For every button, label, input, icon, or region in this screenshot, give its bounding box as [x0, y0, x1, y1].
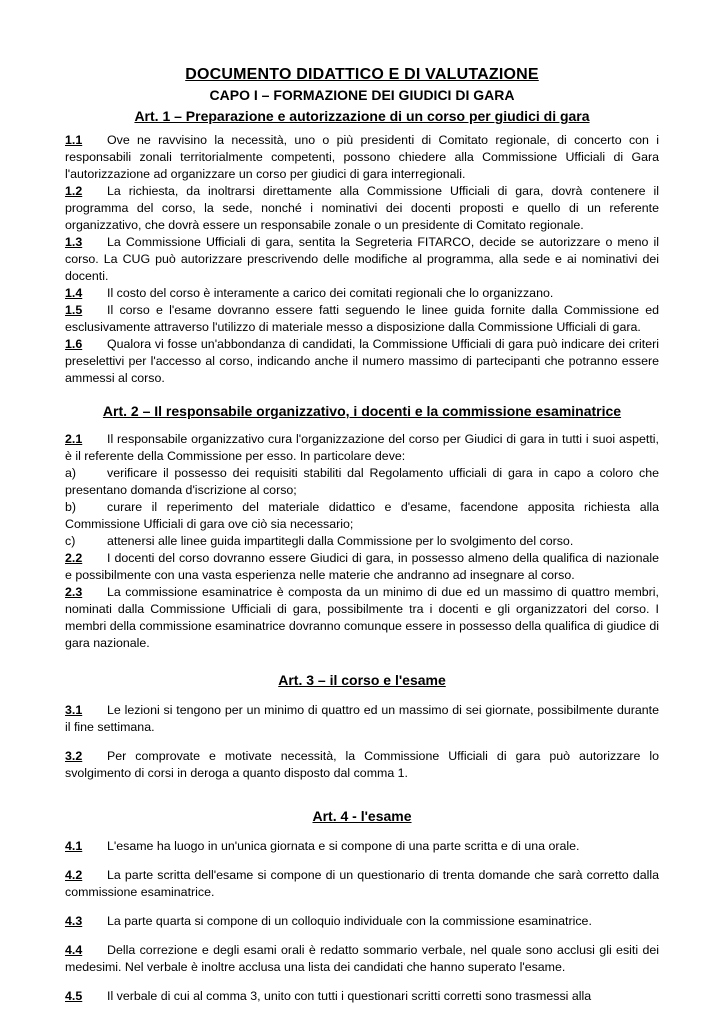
paragraph	[65, 431, 659, 465]
paragraph	[65, 285, 659, 302]
paragraph-text: La parte quarta si compone di un colloquio individuale con la commissione esaminatrice.	[107, 914, 592, 928]
paragraph	[65, 702, 659, 736]
paragraph-label: 3.2	[65, 749, 83, 763]
paragraph-label: 2.3	[65, 585, 83, 599]
paragraph-text: curare il reperimento del materiale didattico e d'esame, facendone apposita richiesta alla Commissione Ufficiali di gara ove ciò sia necessario;	[65, 500, 659, 531]
paragraph-text: La richiesta, da inoltrarsi direttamente alla Commissione Ufficiali di gara, dovrà contenere il programma del corso, la sede, nonché i nominativi dei docenti proposti e quello di un referente organizzativo, che dovrà essere un responsabile zonale o un presidente di Comitato regionale.	[65, 184, 659, 232]
document-section	[65, 403, 659, 652]
paragraph-text: Ove ne ravvisino la necessità, uno o più presidenti di Comitato regionale, di concerto con i responsabili zonali territorialmente competenti, possono chiedere alla Commissione Ufficiali di Gara l'autorizzazione ad organizzare un corso per giudici di gara interregionali.	[65, 133, 659, 181]
paragraph-text: attenersi alle linee guida impartitegli dalla Commissione per lo svolgimento del corso.	[107, 534, 574, 548]
section-heading: Art. 4 - l'esame	[312, 808, 412, 824]
paragraph	[65, 132, 659, 183]
paragraph-label: 4.3	[65, 914, 83, 928]
paragraph-text: Il responsabile organizzativo cura l'organizzazione del corso per Giudici di gara in tutti i suoi aspetti, è il referente della Commissione per esso. In particolare deve:	[65, 432, 659, 463]
paragraph-label: 1.3	[65, 235, 83, 249]
paragraph	[65, 942, 659, 976]
paragraph-text: Qualora vi fosse un'abbondanza di candidati, la Commissione Ufficiali di gara può indicare dei criteri preselettivi per l'accesso al corso, indicando anche il numero massimo di partecipanti che potranno essere ammessi al corso.	[65, 337, 659, 385]
paragraph	[65, 336, 659, 387]
paragraph-text: Il verbale di cui al comma 3, unito con tutti i questionari scritti corretti sono trasmessi alla	[107, 989, 592, 1003]
paragraph	[65, 499, 659, 533]
paragraph-label: c)	[65, 534, 76, 548]
paragraph	[65, 838, 659, 855]
paragraph-text: Il corso e l'esame dovranno essere fatti seguendo le linee guida fornite dalla Commissione ed esclusivamente attraverso l'utilizzo di materiale messo a disposizione dalla Commissione Ufficiali di gara.	[65, 303, 659, 334]
paragraph-label: 1.1	[65, 133, 83, 147]
paragraph-label: 4.2	[65, 868, 83, 882]
paragraph-text: La parte scritta dell'esame si compone di un questionario di trenta domande che sarà corretto dalla commissione esaminatrice.	[65, 868, 659, 899]
paragraph	[65, 988, 659, 1005]
section-heading: Art. 2 – Il responsabile organizzativo, i docenti e la commissione esaminatrice	[102, 403, 622, 419]
paragraph-text: Il costo del corso è interamente a carico dei comitati regionali che lo organizzano.	[107, 286, 554, 300]
paragraph-label: 4.5	[65, 989, 83, 1003]
document-body	[65, 108, 659, 1005]
paragraph-text: La commissione esaminatrice è composta da un minimo di due ed un massimo di quattro membri, nominati dalla Commissione Ufficiali di gara, possibilmente tra i docenti e gli organizzatori del corso. I membri della commissione esaminatrice dovranno comunque essere in possesso della qualifica di giudice di gara nazionale.	[65, 585, 659, 650]
paragraph	[65, 234, 659, 285]
paragraph-text: La Commissione Ufficiali di gara, sentita la Segreteria FITARCO, decide se autorizzare o meno il corso. La CUG può autorizzare prescrivendo delle modifiche al programma, alla sede e ai nominativi dei docenti.	[65, 235, 659, 283]
paragraph-label: a)	[65, 466, 77, 480]
document-section	[65, 108, 659, 387]
section-heading: Art. 1 – Preparazione e autorizzazione di un corso per giudici di gara	[134, 108, 590, 124]
paragraph	[65, 302, 659, 336]
paragraph-text: L'esame ha luogo in un'unica giornata e si compone di una parte scritta e di una orale.	[107, 839, 580, 853]
paragraph	[65, 183, 659, 234]
document-subtitle: CAPO I – FORMAZIONE DEI GIUDICI DI GARA	[209, 87, 515, 103]
paragraph-label: 3.1	[65, 703, 83, 717]
paragraph	[65, 533, 659, 550]
paragraph	[65, 748, 659, 782]
paragraph	[65, 867, 659, 901]
paragraph	[65, 913, 659, 930]
section-heading: Art. 3 – il corso e l'esame	[278, 672, 446, 688]
paragraph	[65, 465, 659, 499]
paragraph	[65, 584, 659, 652]
paragraph-text: Della correzione e degli esami orali è redatto sommario verbale, nel quale sono acclusi gli esiti dei medesimi. Nel verbale è inoltre acclusa una lista dei candidati che hanno superato l'esame.	[65, 943, 659, 974]
paragraph-label: 1.6	[65, 337, 83, 351]
document-section	[65, 808, 659, 1005]
paragraph-label: 1.5	[65, 303, 83, 317]
paragraph-label: 2.1	[65, 432, 83, 446]
paragraph-text: Le lezioni si tengono per un minimo di quattro ed un massimo di sei giornate, possibilmente durante il fine settimana.	[65, 703, 659, 734]
paragraph-text: I docenti del corso dovranno essere Giudici di gara, in possesso almeno della qualifica di nazionale e possibilmente con una vasta esperienza nelle materie che andranno ad insegnare al corso.	[65, 551, 659, 582]
paragraph-label: 1.2	[65, 184, 83, 198]
document-section	[65, 672, 659, 782]
paragraph-label: 4.4	[65, 943, 83, 957]
paragraph	[65, 550, 659, 584]
paragraph-label: 1.4	[65, 286, 83, 300]
paragraph-text: verificare il possesso dei requisiti stabiliti dal Regolamento ufficiali di gara in capo a coloro che presentano domanda d'iscrizione al corso;	[65, 466, 659, 497]
document-title: DOCUMENTO DIDATTICO E DI VALUTAZIONE	[185, 66, 539, 83]
paragraph-label: b)	[65, 500, 77, 514]
paragraph-text: Per comprovate e motivate necessità, la Commissione Ufficiali di gara può autorizzare lo svolgimento di corsi in deroga a quanto disposto dal comma 1.	[65, 749, 659, 780]
paragraph-label: 2.2	[65, 551, 83, 565]
paragraph-label: 4.1	[65, 839, 83, 853]
